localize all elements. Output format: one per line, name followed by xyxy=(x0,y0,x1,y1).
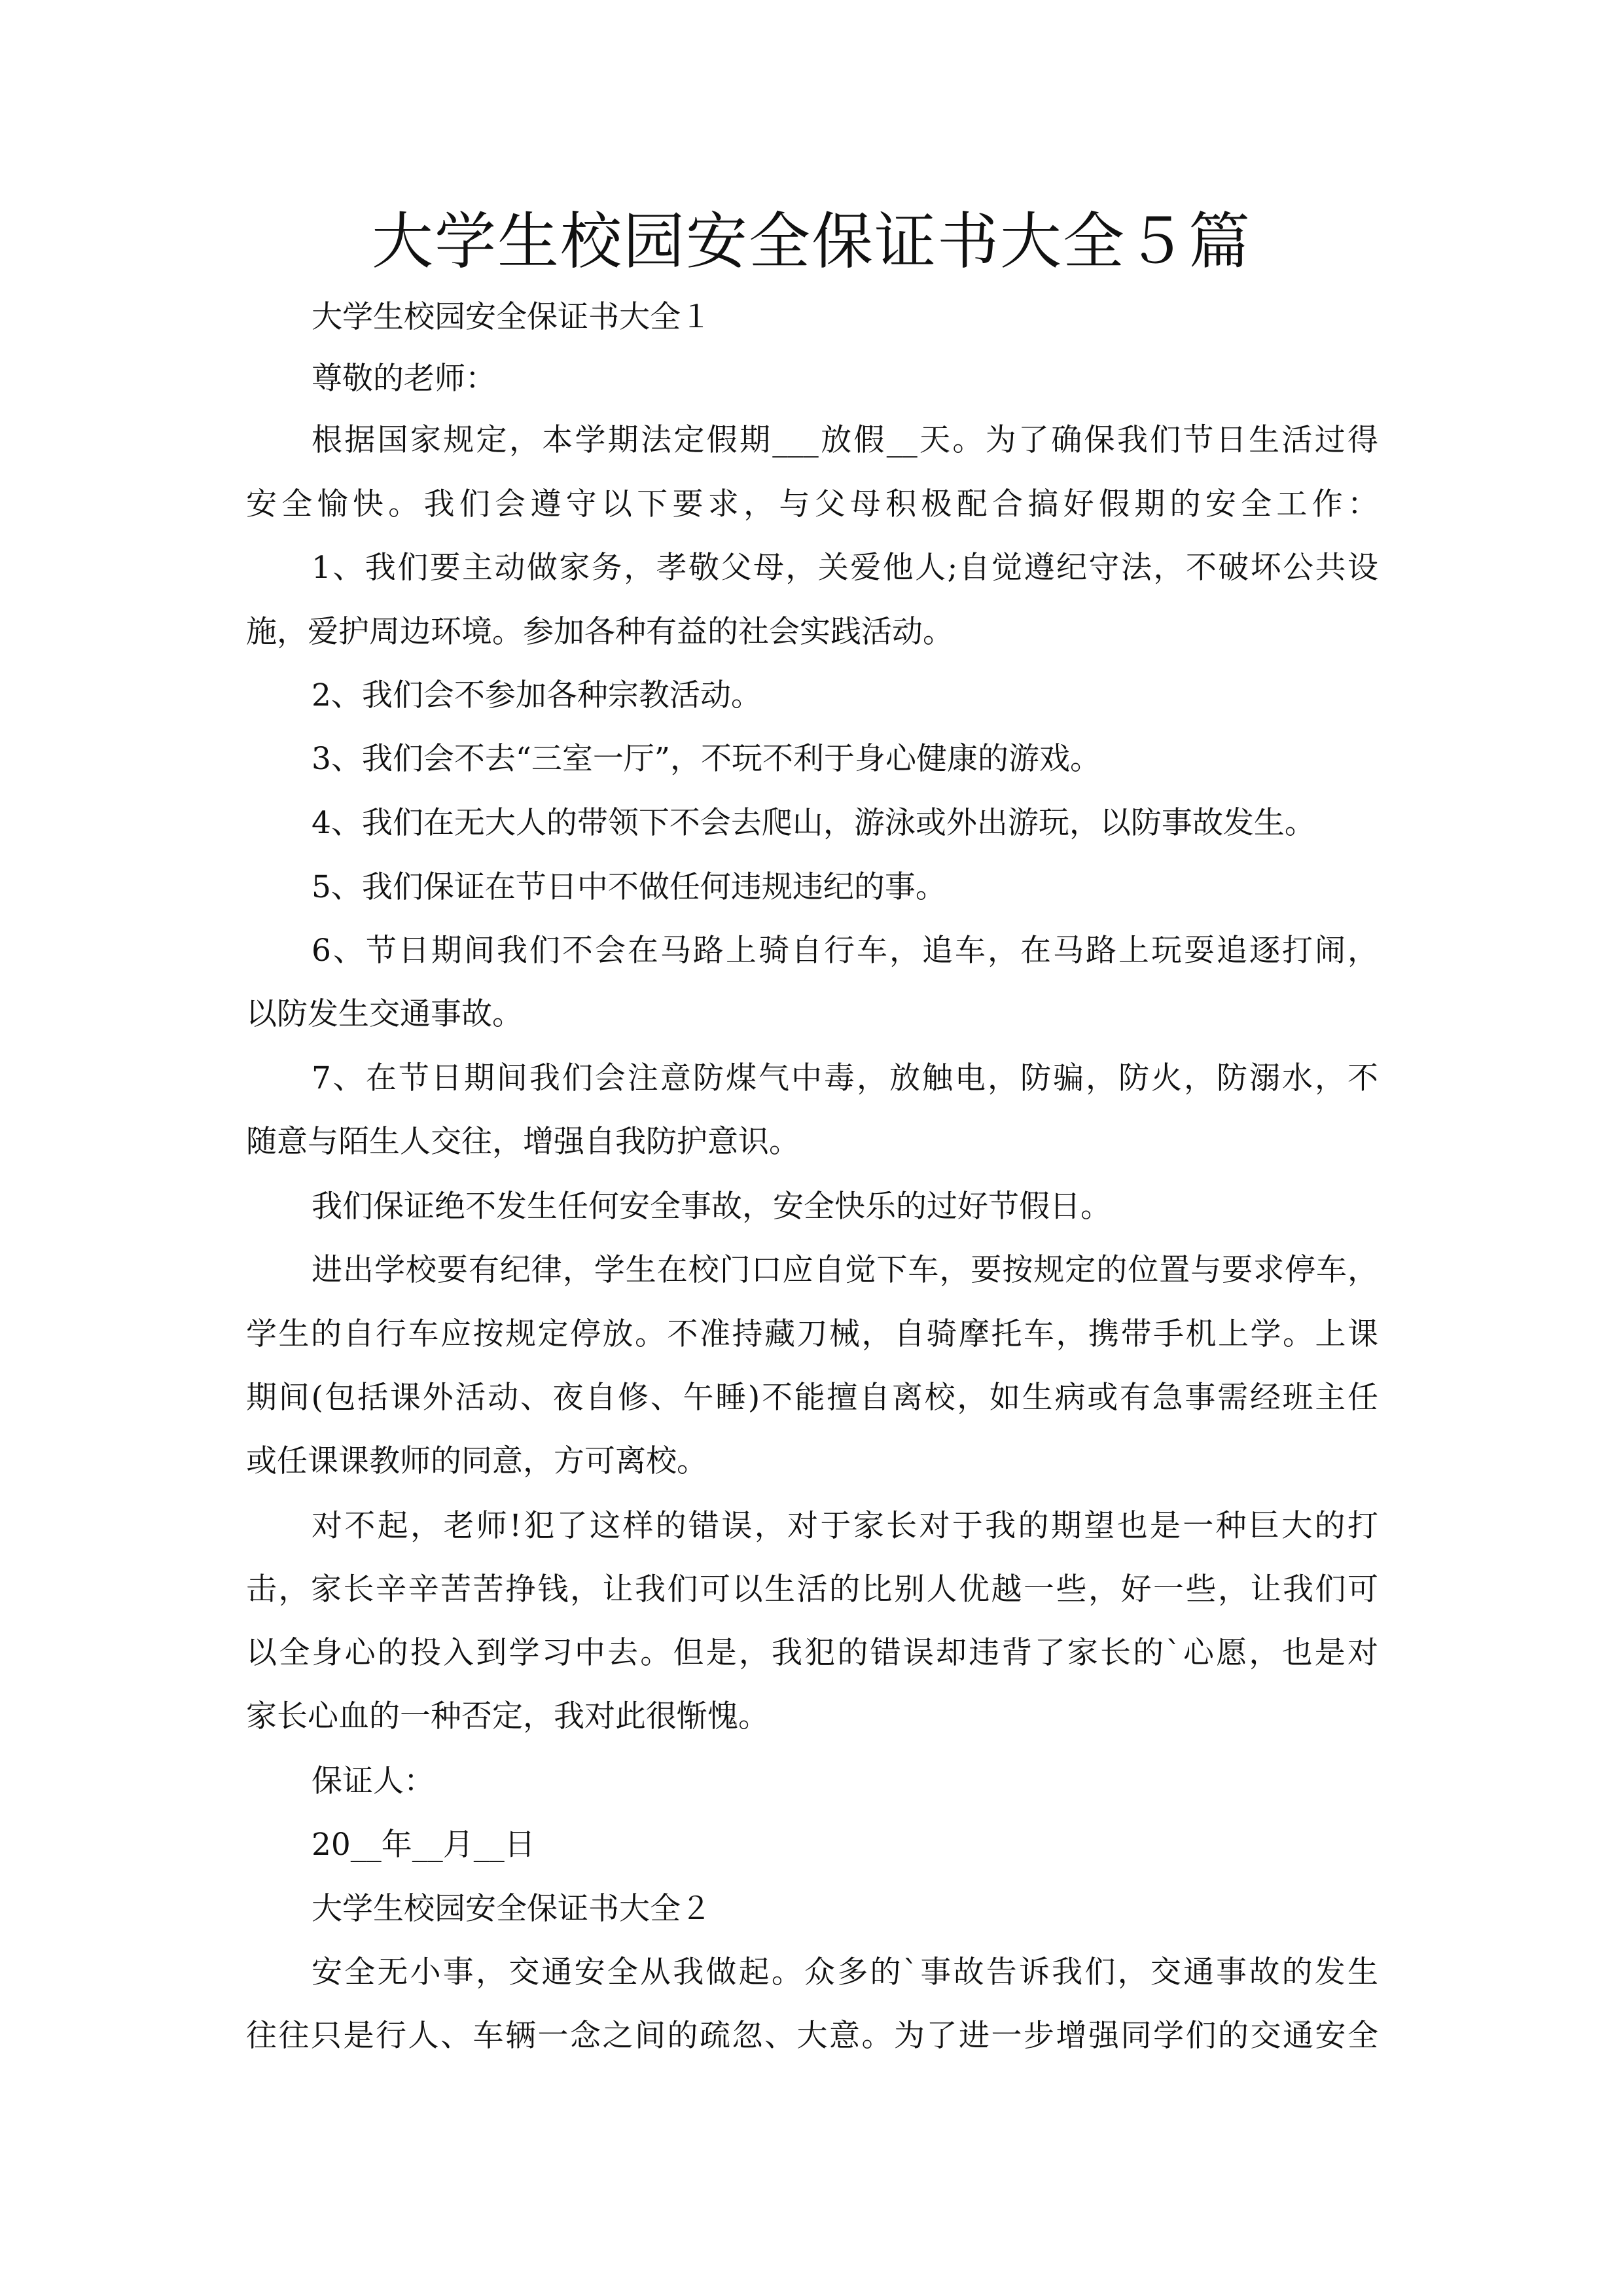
section-heading: 大学生校园安全保证书大全２ xyxy=(312,1891,711,1927)
text-line: 我们保证绝不发生任何安全事故，安全快乐的过好节假日。 xyxy=(312,1189,1111,1225)
text-line: 施，爱护周边环境。参加各种有益的社会实践活动。 xyxy=(246,614,954,650)
document-body xyxy=(246,0,1378,2296)
text-line: 击，家长辛辛苦苦挣钱，让我们可以生活的比别人优越一些，好一些，让我们可 xyxy=(246,1571,1378,1607)
signature-label: 保证人： xyxy=(312,1763,435,1799)
document-title: 大学生校园安全保证书大全５篇 xyxy=(371,206,1251,278)
text-line: 3、我们会不去“三室一厅”，不玩不利于身心健康的游戏。 xyxy=(312,741,1101,777)
text-line: 安全愉快。我们会遵守以下要求，与父母积极配合搞好假期的安全工作： xyxy=(246,486,1378,522)
text-line: 2、我们会不参加各种宗教活动。 xyxy=(312,677,762,713)
text-line: 期间(包括课外活动、夜自修、午睡)不能擅自离校，如生病或有急事需经班主任 xyxy=(246,1380,1378,1416)
text-line: 以全身心的投入到学习中去。但是，我犯的错误却违背了家长的`心愿，也是对 xyxy=(246,1635,1378,1671)
text-line: 往往只是行人、车辆一念之间的疏忽、大意。为了进一步增强同学们的交通安全 xyxy=(246,2018,1378,2054)
text-line: 进出学校要有纪律，学生在校门口应自觉下车，要按规定的位置与要求停车， xyxy=(312,1252,1378,1288)
date-line: 20__年__月__日 xyxy=(312,1827,535,1863)
text-line: 6、节日期间我们不会在马路上骑自行车，追车，在马路上玩耍追逐打闹， xyxy=(312,933,1378,969)
text-line: 根据国家规定，本学期法定假期___放假__天。为了确保我们节日生活过得 xyxy=(312,422,1378,458)
text-line: 1、我们要主动做家务，孝敬父母，关爱他人;自觉遵纪守法，不破坏公共设 xyxy=(312,550,1378,586)
text-line: 随意与陌生人交往，增强自我防护意识。 xyxy=(246,1124,800,1160)
text-line: 或任课课教师的同意，方可离校。 xyxy=(246,1443,707,1479)
text-line: 以防发生交通事故。 xyxy=(246,996,523,1032)
text-line: 安全无小事，交通安全从我做起。众多的`事故告诉我们，交通事故的发生 xyxy=(312,1954,1378,1990)
section-heading: 大学生校园安全保证书大全１ xyxy=(312,299,711,335)
text-line: 4、我们在无大人的带领下不会去爬山，游泳或外出游玩，以防事故发生。 xyxy=(312,805,1315,841)
text-line: 学生的自行车应按规定停放。不准持藏刀械，自骑摩托车，携带手机上学。上课 xyxy=(246,1316,1378,1352)
text-line: 对不起，老师!犯了这样的错误，对于家长对于我的期望也是一种巨大的打 xyxy=(312,1508,1378,1544)
text-line: 5、我们保证在节日中不做任何违规违纪的事。 xyxy=(312,869,946,905)
salutation: 尊敬的老师： xyxy=(312,361,496,397)
text-line: 7、在节日期间我们会注意防煤气中毒，放触电，防骗，防火，防溺水，不 xyxy=(312,1060,1378,1096)
text-line: 家长心血的一种否定，我对此很惭愧。 xyxy=(246,1698,769,1734)
